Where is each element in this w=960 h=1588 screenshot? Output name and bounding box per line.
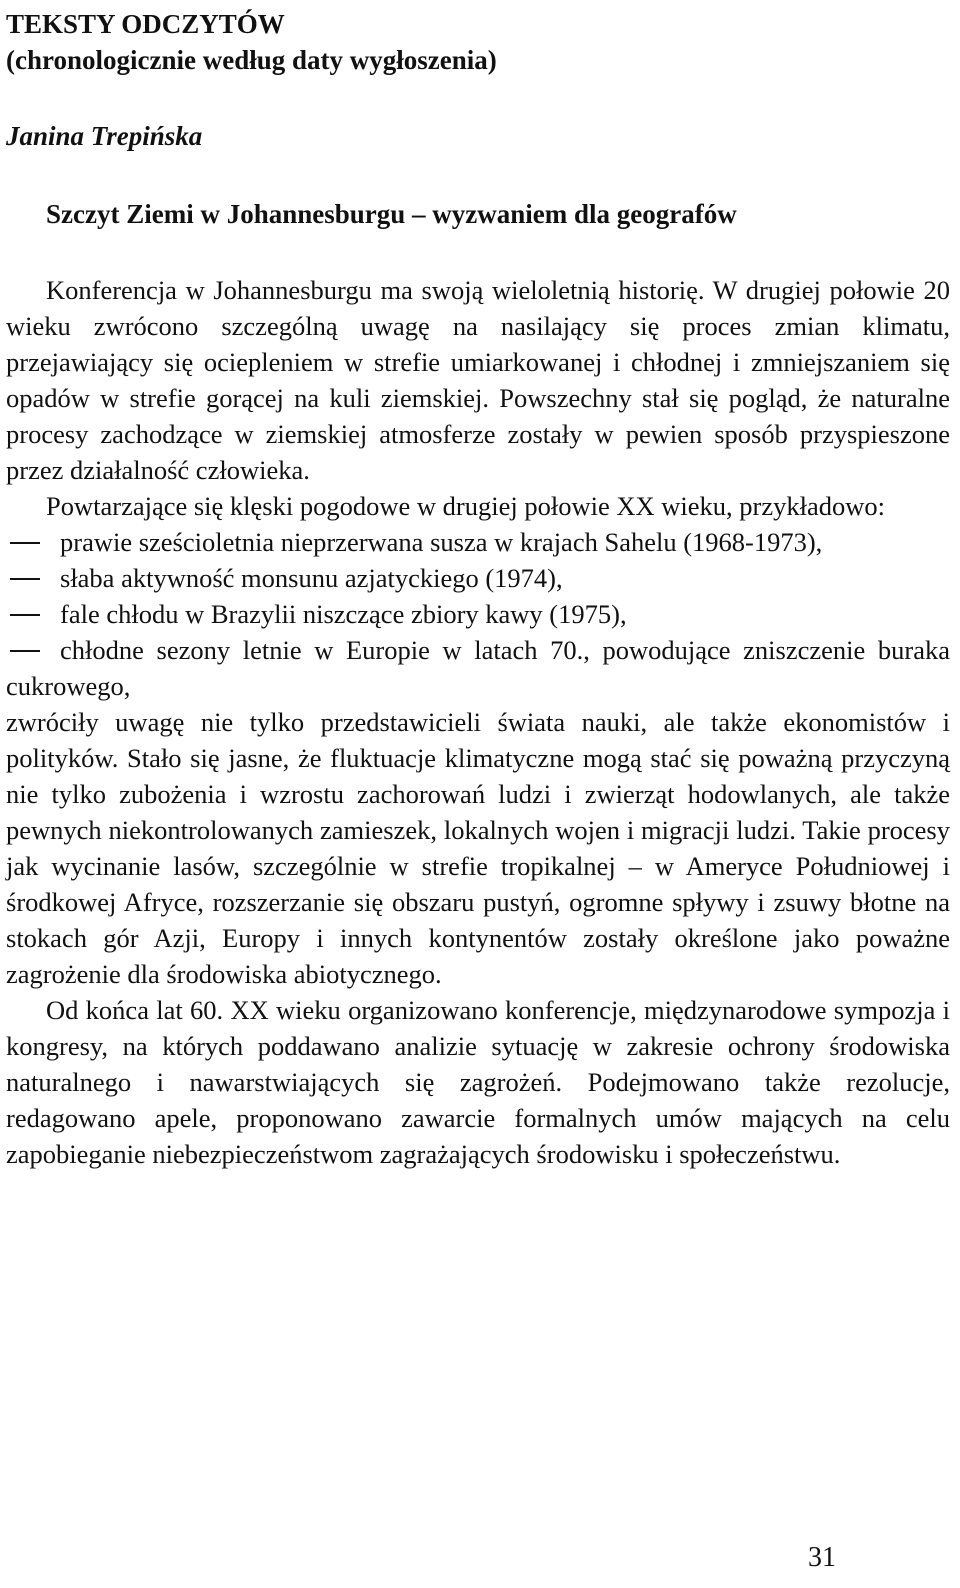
list-item-text: fale chłodu w Brazylii niszczące zbiory kawy (1975), xyxy=(60,599,627,629)
list-item xyxy=(6,524,950,560)
dash-bullet-icon xyxy=(6,596,60,632)
dash-bullet-icon xyxy=(6,632,60,668)
section-title: TEKSTY ODCZYTÓW xyxy=(6,9,285,39)
dash-bullet-icon xyxy=(6,560,60,596)
section-subtitle: (chronologicznie według daty wygłoszenia) xyxy=(6,45,497,75)
list-item-text: chłodne sezony letnie w Europie w latach 70., powodujące zniszczenie buraka cukrowego, xyxy=(6,635,950,701)
dash-bullet-icon xyxy=(6,524,60,560)
page-number: 31 xyxy=(808,1542,836,1573)
paragraph-2-intro: Powtarzające się klęski pogodowe w drugiej połowie XX wieku, przykładowo: xyxy=(46,491,885,521)
paragraph-3: Od końca lat 60. XX wieku organizowano konferencje, międzynarodowe sympozja i kongresy, na których poddawano analizie sytuację w zakresie ochrony środowiska naturalnego i nawarstwiających się zagrożeń. Podejmowano także rezolucje, redagowano apele, proponowano zawarcie formalnych umów mających na celu zapobieganie niebezpieczeństwom zagrażających środowisku i społeczeństwu. xyxy=(6,995,950,1169)
list-item xyxy=(6,632,950,704)
document-page xyxy=(6,6,950,1172)
paragraph-1: Konferencja w Johannesburgu ma swoją wieloletnią historię. W drugiej połowie 20 wieku zwrócono szczególną uwagę na nasilający się proces zmian klimatu, przejawiający się ociepleniem w strefie umiarkowanej i chłodnej i zmniejszaniem się opadów w strefie gorącej na kuli ziemskiej. Powszechny stał się pogląd, że naturalne procesy zachodzące w ziemskiej atmosferze zostały w pewien sposób przyspieszone przez działalność człowieka. xyxy=(6,275,950,485)
paper-title: Szczyt Ziemi w Johannesburgu – wyzwaniem dla geografów xyxy=(46,199,737,229)
list-item-text: prawie sześcioletnia nieprzerwana susza w krajach Sahelu (1968-1973), xyxy=(60,527,823,557)
paragraph-2-continuation: zwróciły uwagę nie tylko przedstawicieli świata nauki, ale także ekonomistów i polityków. Stało się jasne, że fluktuacje klimatyczne mogą stać się poważną przyczyną nie tylko zubożenia i wzrostu zachorowań ludzi i zwierząt hodowlanych, ale także pewnych niekontrolowanych zamieszek, lokalnych wojen i migracji ludzi. Takie procesy jak wycinanie lasów, szczególnie w strefie tropikalnej – w Ameryce Południowej i środkowej Afryce, rozszerzanie się obszaru pustyń, ogromne spływy i zsuwy błotne na stokach gór Azji, Europy i innych kontynentów zostały określone jako poważne zagrożenie dla środowiska abiotycznego. xyxy=(6,707,950,989)
author-name: Janina Trepińska xyxy=(6,121,203,151)
list-item-text: słaba aktywność monsunu azjatyckiego (1974), xyxy=(60,563,563,593)
weather-disasters-list xyxy=(6,524,950,704)
list-item xyxy=(6,560,950,596)
list-item xyxy=(6,596,950,632)
